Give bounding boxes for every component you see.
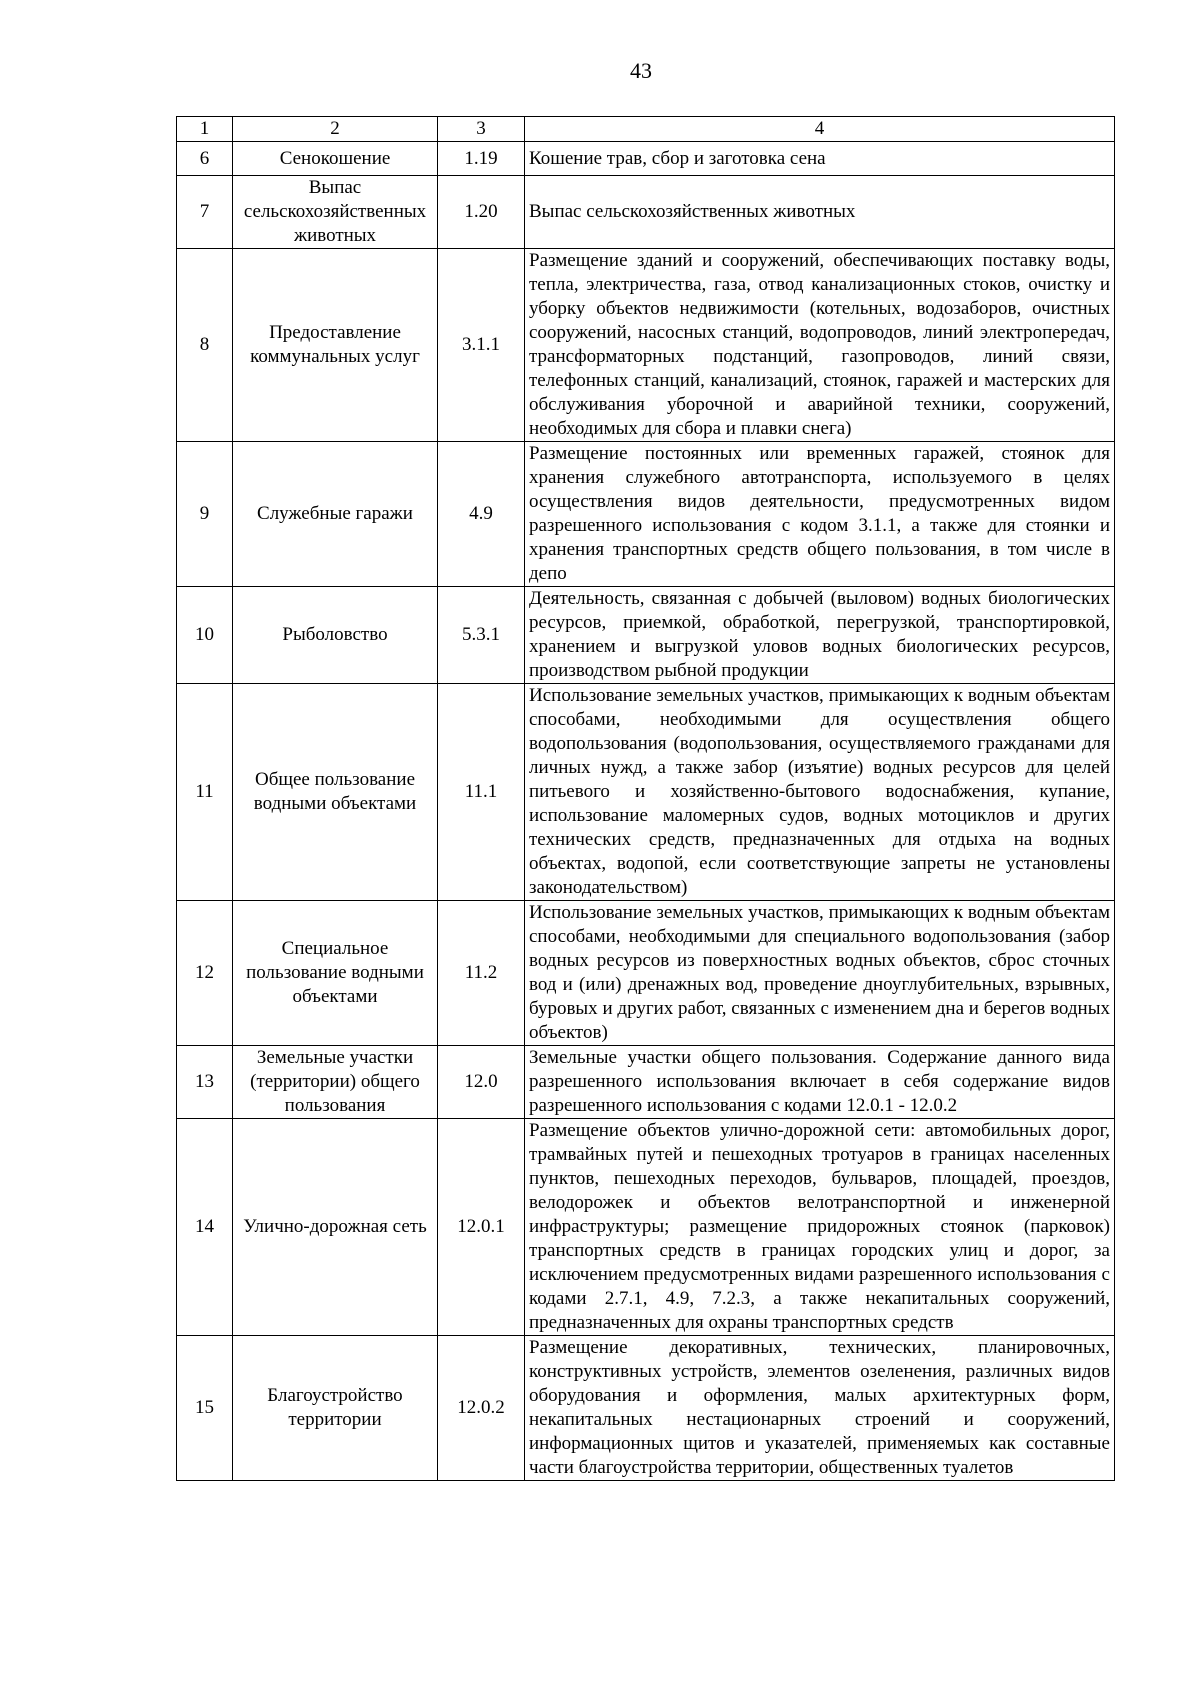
column-header: 3 [438, 117, 525, 142]
use-type-description: Использование земельных участков, примыкающих к водным объектам способами, необходимыми для специального водопользования (забор водных ресурсов из поверхностных водных объектов, сброс сточных вод и (или) дренажных вод, проведение дноуглубительных, взрывных, буровых и других работ, связанных с изменением дна и берегов водных объектов) [525, 901, 1115, 1046]
column-header: 4 [525, 117, 1115, 142]
use-type-name: Рыболовство [233, 587, 438, 684]
table-row [177, 1336, 1115, 1481]
use-type-name: Служебные гаражи [233, 442, 438, 587]
table-row [177, 176, 1115, 249]
page-number: 43 [630, 58, 652, 83]
column-header: 1 [177, 117, 233, 142]
use-type-name: Выпас сельскохозяйственных животных [233, 176, 438, 249]
use-type-description: Выпас сельскохозяйственных животных [525, 176, 1115, 249]
use-type-name: Специальное пользование водными объектами [233, 901, 438, 1046]
table-row [177, 249, 1115, 442]
row-number: 14 [177, 1119, 233, 1336]
row-number: 11 [177, 684, 233, 901]
row-number: 6 [177, 142, 233, 176]
table-row [177, 684, 1115, 901]
use-type-code: 12.0 [438, 1046, 525, 1119]
use-type-description: Использование земельных участков, примыкающих к водным объектам способами, необходимыми для осуществления общего водопользования (водопользования, осуществляемого гражданами для личных нужд, а также забор (изъятие) водных ресурсов для целей питьевого и хозяйственно-бытового водоснабжения, купание, использование маломерных судов, водных мотоциклов и других технических средств, предназначенных для отдыха на водных объектах, водопой, если соответствующие запреты не установлены законодательством) [525, 684, 1115, 901]
use-type-name: Улично-дорожная сеть [233, 1119, 438, 1336]
use-type-code: 11.2 [438, 901, 525, 1046]
row-number: 13 [177, 1046, 233, 1119]
table-row [177, 587, 1115, 684]
row-number: 8 [177, 249, 233, 442]
use-type-description: Размещение декоративных, технических, планировочных, конструктивных устройств, элементов озеленения, различных видов оборудования и оформления, малых архитектурных форм, некапитальных нестационарных строений и сооружений, информационных щитов и указателей, применяемых как составные части благоустройства территории, общественных туалетов [525, 1336, 1115, 1481]
use-type-description: Земельные участки общего пользования. Содержание данного вида разрешенного использования включает в себя содержание видов разрешенного использования с кодами 12.0.1 - 12.0.2 [525, 1046, 1115, 1119]
use-type-code: 5.3.1 [438, 587, 525, 684]
use-type-code: 3.1.1 [438, 249, 525, 442]
use-type-code: 11.1 [438, 684, 525, 901]
row-number: 7 [177, 176, 233, 249]
row-number: 10 [177, 587, 233, 684]
use-type-code: 12.0.2 [438, 1336, 525, 1481]
use-type-description: Деятельность, связанная с добычей (выловом) водных биологических ресурсов, приемкой, обработкой, перегрузкой, транспортировкой, хранением и выгрузкой уловов водных биологических ресурсов, производством рыбной продукции [525, 587, 1115, 684]
use-type-description: Размещение зданий и сооружений, обеспечивающих поставку воды, тепла, электричества, газа, отвод канализационных стоков, очистку и уборку объектов недвижимости (котельных, водозаборов, очистных сооружений, насосных станций, водопроводов, линий электропередач, трансформаторных подстанций, газопроводов, линий связи, телефонных станций, канализаций, стоянок, гаражей и мастерских для обслуживания уборочной и аварийной техники, сооружений, необходимых для сбора и плавки снега) [525, 249, 1115, 442]
table-header-row [177, 117, 1115, 142]
use-type-description: Кошение трав, сбор и заготовка сена [525, 142, 1115, 176]
use-type-code: 1.20 [438, 176, 525, 249]
use-type-code: 1.19 [438, 142, 525, 176]
land-use-table [176, 116, 1115, 1481]
use-type-description: Размещение объектов улично-дорожной сети: автомобильных дорог, трамвайных путей и пешеходных тротуаров в границах населенных пунктов, пешеходных переходов, бульваров, площадей, проездов, велодорожек и объектов велотранспортной и инженерной инфраструктуры; размещение придорожных стоянок (парковок) транспортных средств в границах городских улиц и дорог, за исключением предусмотренных видами разрешенного использования с кодами 2.7.1, 4.9, 7.2.3, а также некапитальных сооружений, предназначенных для охраны транспортных средств [525, 1119, 1115, 1336]
table-row [177, 1046, 1115, 1119]
use-type-code: 12.0.1 [438, 1119, 525, 1336]
use-type-name: Земельные участки (территории) общего пользования [233, 1046, 438, 1119]
use-type-description: Размещение постоянных или временных гаражей, стоянок для хранения служебного автотранспорта, используемого в целях осуществления видов деятельности, предусмотренных видом разрешенного использования с кодом 3.1.1, а также для стоянки и хранения транспортных средств общего пользования, в том числе в депо [525, 442, 1115, 587]
table-row [177, 901, 1115, 1046]
row-number: 15 [177, 1336, 233, 1481]
table-row [177, 142, 1115, 176]
column-header: 2 [233, 117, 438, 142]
table-row [177, 1119, 1115, 1336]
use-type-name: Сенокошение [233, 142, 438, 176]
row-number: 9 [177, 442, 233, 587]
use-type-name: Предоставление коммунальных услуг [233, 249, 438, 442]
row-number: 12 [177, 901, 233, 1046]
use-type-name: Общее пользование водными объектами [233, 684, 438, 901]
use-type-code: 4.9 [438, 442, 525, 587]
table-row [177, 442, 1115, 587]
use-type-name: Благоустройство территории [233, 1336, 438, 1481]
